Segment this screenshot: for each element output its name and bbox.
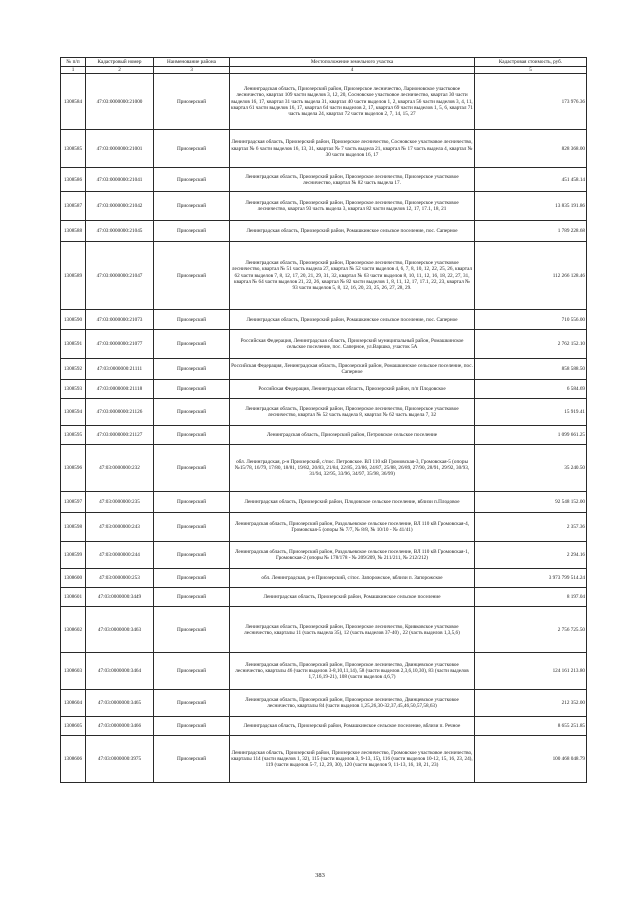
cadastral-value: 212 352.00	[475, 690, 587, 717]
location-text: Ленинградская область, Приозерский район, Приозерское лесничество, Приозерское участковое лесничество, квартал 93 часть выдела 3, квартал 82 части выделов 12, 17, 17.1, 18, 21	[230, 192, 475, 221]
row-number: 1308592	[61, 359, 86, 380]
table-row	[61, 492, 587, 513]
district-name: Приозерский	[154, 445, 230, 492]
cadastral-value: 2 357.36	[475, 513, 587, 542]
district-name: Приозерский	[154, 426, 230, 445]
district-name: Приозерский	[154, 168, 230, 192]
row-number: 1308599	[61, 542, 86, 569]
row-number: 1308593	[61, 380, 86, 399]
cadastral-value: 1 099 661.25	[475, 426, 587, 445]
table-row	[61, 445, 587, 492]
district-name: Приозерский	[154, 130, 230, 168]
row-number: 1308603	[61, 653, 86, 690]
column-number: 5	[475, 67, 587, 74]
location-text: Ленинградская область, Приозерский район, Приозерское лесничество, Кривковское участковое лесничество, кварталы 11 (часть выдела 35), 12 (часть выделов 37-40) , 22 (часть выделов 1,3,5,6)	[230, 607, 475, 653]
table-row	[61, 690, 587, 717]
district-name: Приозерский	[154, 492, 230, 513]
table-row	[61, 192, 587, 221]
district-name: Приозерский	[154, 542, 230, 569]
header-cadastral-value: Кадастровая стоимость, руб.	[475, 58, 587, 67]
table-row	[61, 130, 587, 168]
table-row	[61, 513, 587, 542]
header-district: Наименование района	[154, 58, 230, 67]
cadastral-value: 2 762 152.10	[475, 330, 587, 359]
location-text: Ленинградская область, Приозерский район, Приозерское лесничество, Двинцевское участковое лесничество, кварталы 84 (части выделов 1,25,26,30-32,37,45,46,50,57,58,63)	[230, 690, 475, 717]
cadastral-number: 47:03:0000000:3463	[86, 607, 154, 653]
location-text: Ленинградская область, Приозерский район, Приозерское лесничество, Приозерское участковое лесничество, квартал № 82 часть выдела 17.	[230, 168, 475, 192]
cadastral-value: 451 458.14	[475, 168, 587, 192]
table-row	[61, 74, 587, 130]
row-number: 1308601	[61, 588, 86, 607]
location-text: Ленинградская область, Приозерский район, Приозерское лесничество, Громовское участковое лесничество, кварталы 114 (части выделов 1, 32), 115 (части выделов 3, 9-13, 15), 116 (части выделов 10-12, 15, 16, 23, 24), 119 (части выделов 5-7, 12, 29, 30), 120 (части выделов 9, 11-13, 16, 18, 21, 23)	[230, 736, 475, 783]
cadastral-value: 35 240.50	[475, 445, 587, 492]
cadastral-number: 47:03:0000000:21127	[86, 426, 154, 445]
column-number: 1	[61, 67, 86, 74]
district-name: Приозерский	[154, 359, 230, 380]
cadastral-value: 710 556.00	[475, 310, 587, 330]
column-number: 2	[86, 67, 154, 74]
district-name: Приозерский	[154, 380, 230, 399]
table-row	[61, 717, 587, 736]
row-number: 1308600	[61, 569, 86, 588]
cadastral-value: 92 548 152.00	[475, 492, 587, 513]
table-row	[61, 330, 587, 359]
table-header-row	[61, 58, 587, 67]
table-row	[61, 542, 587, 569]
cadastral-number: 47:03:0000000:21111	[86, 359, 154, 380]
table-row	[61, 359, 587, 380]
header-no: № п/п	[61, 58, 86, 67]
row-number: 1308604	[61, 690, 86, 717]
row-number: 1308589	[61, 242, 86, 310]
district-name: Приозерский	[154, 736, 230, 783]
row-number: 1308585	[61, 130, 86, 168]
district-name: Приозерский	[154, 717, 230, 736]
cadastral-number: 47:03:0000000:21077	[86, 330, 154, 359]
row-number: 1308594	[61, 399, 86, 426]
cadastral-value: 15 919.41	[475, 399, 587, 426]
location-text: Ленинградская область, Приозерский район, Ромашкинское сельское поселение, вблизи п. Речное	[230, 717, 475, 736]
cadastral-number: 47:03:0000000:21126	[86, 399, 154, 426]
row-number: 1308595	[61, 426, 86, 445]
location-text: обл. Ленинградская, р-н Приозерский, с/пос. Запорожское, вблизи п. Запорожское	[230, 569, 475, 588]
table-row	[61, 653, 587, 690]
cadastral-number: 47:03:0000000:235	[86, 492, 154, 513]
table-row	[61, 242, 587, 310]
cadastral-number: 47:03:0000000:21073	[86, 310, 154, 330]
cadastral-value: 2 756 725.50	[475, 607, 587, 653]
table-row	[61, 569, 587, 588]
column-number: 3	[154, 67, 230, 74]
row-number: 1308588	[61, 221, 86, 242]
cadastral-number: 47:03:0000000:21047	[86, 242, 154, 310]
cadastral-value: 13 835 191.86	[475, 192, 587, 221]
column-number-row	[61, 67, 587, 74]
cadastral-value: 8 197.04	[475, 588, 587, 607]
column-number: 4	[230, 67, 475, 74]
header-cadastral-number: Кадастровый номер	[86, 58, 154, 67]
district-name: Приозерский	[154, 330, 230, 359]
district-name: Приозерский	[154, 588, 230, 607]
district-name: Приозерский	[154, 653, 230, 690]
location-text: Ленинградская область, Приозерский район, Петровское сельское поселение	[230, 426, 475, 445]
district-name: Приозерский	[154, 192, 230, 221]
cadastral-value: 8 655 251.85	[475, 717, 587, 736]
cadastral-value: 828 368.00	[475, 130, 587, 168]
district-name: Приозерский	[154, 310, 230, 330]
table-row	[61, 380, 587, 399]
location-text: Ленинградская область, Приозерский район, Плодовское сельское поселение, вблизи п.Плодовое	[230, 492, 475, 513]
cadastral-value: 2 294.16	[475, 542, 587, 569]
location-text: Ленинградская область, Приозерский район, Приозерское лесничество, Приозерское участковое лесничество, квартал № 52 часть выдела 8, квартал № 62 часть выдела 7, 32	[230, 399, 475, 426]
district-name: Приозерский	[154, 399, 230, 426]
table-row	[61, 399, 587, 426]
location-text: Ленинградская область, Приозерский район, Приозерское лесничество, Приозерское участковое лесничество, квартал № 51 часть выдела 27, квартал № 52 части выделов 4, 6, 7, 8, 10, 12, 22, 25, 26, квартал 62 части выделов 7, 8, 12, 17, 20, 21, 29, 31, 32, квартал № 63 части выделов 8, 10, 11, 12, 16, 18, 22, 27, 31, квартал № 64 части выделов 21, 22, 26, квартал № 82 части выделов 1, 8, 11, 12, 17, 17.1, 22, 23, квартал № 93 части выделов 5, 8, 12, 16, 20, 23, 25, 26, 27, 28, 29.	[230, 242, 475, 310]
table-row	[61, 168, 587, 192]
district-name: Приозерский	[154, 74, 230, 130]
location-text: Ленинградская область, Приозерский район, Раздольевское сельское поселение, ВЛ 110 кВ Громовская-4, Громовская-5 (опоры № 7/7, № 8/8, № 10/10 - № 41/41)	[230, 513, 475, 542]
row-number: 1308602	[61, 607, 86, 653]
row-number: 1308605	[61, 717, 86, 736]
row-number: 1308587	[61, 192, 86, 221]
cadastral-number: 47:03:0000000:21041	[86, 168, 154, 192]
row-number: 1308598	[61, 513, 86, 542]
district-name: Приозерский	[154, 690, 230, 717]
table-body	[61, 74, 587, 783]
location-text: Ленинградская область, Приозерский район, Ромашкинское сельское поселение	[230, 588, 475, 607]
cadastral-number: 47:03:0000000:21118	[86, 380, 154, 399]
header-location: Местоположение земельного участка	[230, 58, 475, 67]
location-text: Ленинградская область, Приозерский район, Приозерское лесничество, Ларионовское участковое лесничество, квартал 109 части выделов 3, 12, 20, Сосновское участковое лесничество, квартал 30 части выделов 16, 17, квартал 31 часть выдела 31, квартал 40 части выделов 1, 2, квартал 56 части выделов 3, 4, 11, квартал 61 части выделов 16, 17, квартал 64 части выделов 2, 17, квартал 69 части выделов 1, 5, 6, квартал 71 часть выдела 24, квартал 72 части выделов 2, 7, 14, 15, 27	[230, 74, 475, 130]
row-number: 1308590	[61, 310, 86, 330]
location-text: обл. Ленинградская, р-н Приозерский, с/пос. Петровское. ВЛ 110 кВ Громовская-3, Громовская-5 (опоры №15/78, 16/79, 17/80, 18/81, 19/82, 20/83, 21/84, 22/85, 23/86, 24/87, 25/88, 26/89, 27/90, 28/91, 29/92, 30/93, 31/94, 32/95, 33/96, 34/97, 35/98, 36/99)	[230, 445, 475, 492]
cadastral-number: 47:03:0000000:3466	[86, 717, 154, 736]
cadastral-value: 1 789 228.68	[475, 221, 587, 242]
cadastral-value: 112 266 128.46	[475, 242, 587, 310]
cadastral-number: 47:03:0000000:21000	[86, 74, 154, 130]
location-text: Ленинградская область, Приозерский район, Приозерское лесничество, Сосновское участковое лесничество, квартал № 6 части выделов 16, 13, 31, квартал № 7 часть выдела 21, квартал № 17 часть выдела 4, квартал № 30 части выделов 16, 17	[230, 130, 475, 168]
table-row	[61, 221, 587, 242]
row-number: 1308606	[61, 736, 86, 783]
row-number: 1308596	[61, 445, 86, 492]
cadastral-number: 47:03:0000000:21001	[86, 130, 154, 168]
page-number: 383	[315, 872, 325, 879]
district-name: Приозерский	[154, 607, 230, 653]
cadastral-number: 47:03:0000000:232	[86, 445, 154, 492]
row-number: 1308597	[61, 492, 86, 513]
cadastral-value-table	[60, 57, 587, 783]
district-name: Приозерский	[154, 513, 230, 542]
table-row	[61, 588, 587, 607]
location-text: Ленинградская область, Приозерский район, Ромашкинское сельское поселение, пос. Саперное	[230, 310, 475, 330]
cadastral-value: 124 161 213.80	[475, 653, 587, 690]
cadastral-value: 173 976.36	[475, 74, 587, 130]
cadastral-number: 47:03:0000000:21042	[86, 192, 154, 221]
table-row	[61, 426, 587, 445]
cadastral-number: 47:03:0000000:244	[86, 542, 154, 569]
cadastral-value: 6 584.69	[475, 380, 587, 399]
cadastral-value: 100 468 048.79	[475, 736, 587, 783]
location-text: Ленинградская область, Приозерский район, Приозерское лесничество, Двинцевское участковое лесничество, кварталы 46 (части выделов 3-8,10,11,14), 58 (части выделов 2,3,6,10,30), 83 (части выделов 1,7,16,19-21), 108 (части выделов 4,6,7)	[230, 653, 475, 690]
location-text: Ленинградская область, Приозерский район, Раздольевское сельское поселение, ВЛ 110 кВ Громовская-1, Громовская-2 (опоры № 178/178 - № 209/209, № 211/211, № 212/212)	[230, 542, 475, 569]
cadastral-number: 47:03:0000000:253	[86, 569, 154, 588]
cadastral-value: 858 588.50	[475, 359, 587, 380]
location-text: Российская Федерация, Ленинградская область, Приозерский муниципальный район, Ромашкинское сельское поселение, пос. Саперное, ул.Варшко, участок 5А	[230, 330, 475, 359]
table-row	[61, 607, 587, 653]
cadastral-number: 47:03:0000000:3449	[86, 588, 154, 607]
location-text: Ленинградская область, Приозерский район, Ромашкинское сельское поселение, пос. Саперное	[230, 221, 475, 242]
cadastral-number: 47:03:0000000:3975	[86, 736, 154, 783]
cadastral-number: 47:03:0000000:21045	[86, 221, 154, 242]
table-row	[61, 310, 587, 330]
location-text: Российская Федерация, Ленинградская область, Приозерский район, Ромашкинское сельское поселение, пос. Саперное	[230, 359, 475, 380]
location-text: Российская Федерация, Ленинградская область, Приозерский район, п/п Плодовское	[230, 380, 475, 399]
district-name: Приозерский	[154, 569, 230, 588]
district-name: Приозерский	[154, 221, 230, 242]
cadastral-number: 47:03:0000000:243	[86, 513, 154, 542]
row-number: 1308586	[61, 168, 86, 192]
cadastral-number: 47:03:0000000:3465	[86, 690, 154, 717]
table-row	[61, 736, 587, 783]
cadastral-number: 47:03:0000000:3464	[86, 653, 154, 690]
cadastral-value: 3 973 799 514.24	[475, 569, 587, 588]
district-name: Приозерский	[154, 242, 230, 310]
row-number: 1308591	[61, 330, 86, 359]
row-number: 1308584	[61, 74, 86, 130]
